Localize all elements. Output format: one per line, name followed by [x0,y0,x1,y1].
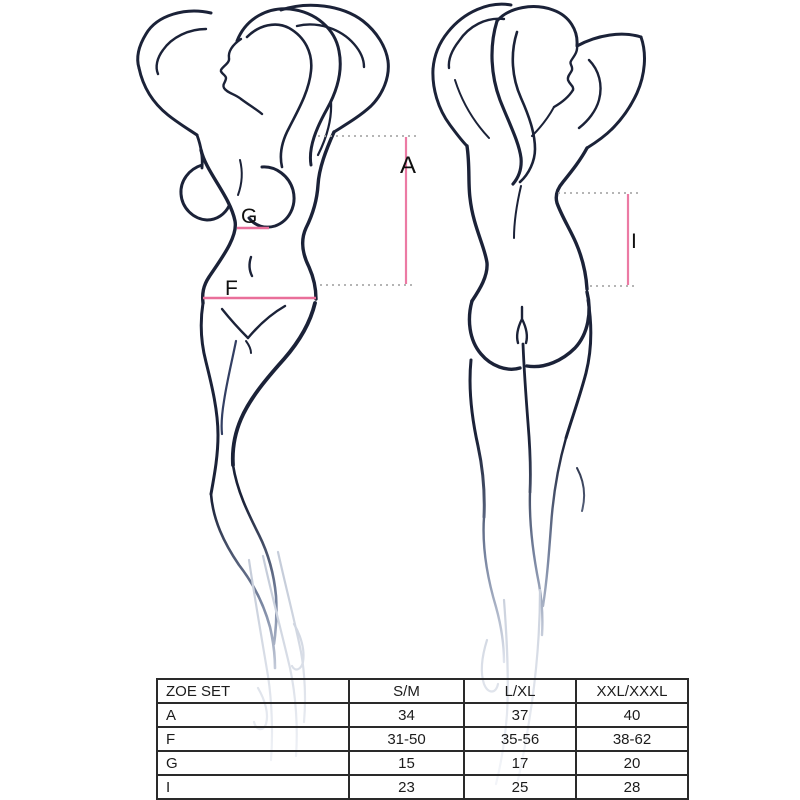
back-leg-left-upper [470,360,484,517]
front-navel [250,257,252,276]
back-jaw [554,90,573,107]
front-hair-inner [247,25,311,167]
back-head-outline [497,7,577,45]
row-label-i: I [157,775,349,799]
front-body-right [303,132,334,299]
value-f-sm: 31-50 [349,727,464,751]
value-a-xxl: 40 [576,703,688,727]
back-left-arm-lower [433,69,467,146]
row-label-g: G [157,751,349,775]
back-ponytail-inner [513,32,535,182]
back-buttock-crease [517,307,527,343]
value-i-lxl: 25 [464,775,576,799]
back-body-left [467,146,487,301]
row-label-f: F [157,727,349,751]
back-buttock-left [469,301,520,369]
marker-label-g: G [241,205,258,228]
value-f-xxl: 38-62 [576,727,688,751]
value-f-lxl: 35-56 [464,727,576,751]
front-crotch-right [248,306,285,338]
back-buttock-right [527,292,589,367]
marker-label-f: F [225,277,238,300]
back-left-arm-outer [433,4,511,69]
back-body-right [556,148,587,289]
front-crotch-tick [246,341,251,353]
value-g-sm: 15 [349,751,464,775]
female-figure-front [138,5,389,760]
size-table-header-row [157,679,688,703]
back-spine-hint [514,186,521,238]
back-leg-right-lower [543,438,566,606]
back-calf-detail [577,468,584,511]
row-label-a: A [157,703,349,727]
table-row-measure-a [157,703,688,727]
marker-label-a: A [400,152,417,179]
table-header-product: ZOE SET [157,679,349,703]
table-header-size-sm: S/M [349,679,464,703]
back-right-shoulder [587,129,612,148]
marker-label-i: I [631,230,637,253]
table-row-measure-i [157,775,688,799]
value-i-sm: 23 [349,775,464,799]
front-shin-left [211,494,275,668]
value-g-xxl: 20 [576,751,688,775]
front-inner-thigh [222,341,236,434]
value-g-lxl: 17 [464,751,576,775]
measurement-markers [203,136,638,300]
front-left-arm-lower [139,68,197,135]
front-shin-right [233,465,276,644]
table-row-measure-f [157,727,688,751]
front-left-arm-inner [157,29,206,74]
back-right-elbow [612,37,644,129]
front-face-profile [221,39,241,99]
value-a-lxl: 37 [464,703,576,727]
value-a-sm: 34 [349,703,464,727]
front-thigh-right [233,303,315,465]
front-crotch-left [222,309,248,338]
table-header-size-lxl: L/XL [464,679,576,703]
front-sternum [238,160,242,195]
back-left-armpit [455,80,489,138]
back-ponytail-outer [492,21,521,184]
table-header-size-xxl: XXL/XXXL [576,679,688,703]
female-figure-back [433,4,645,784]
value-i-xxl: 28 [576,775,688,799]
back-right-arm-inner [579,60,601,128]
front-thigh-left [201,303,218,494]
size-table [156,678,689,800]
back-face-profile [568,45,577,90]
back-right-forearm [577,34,641,46]
table-row-measure-g [157,751,688,775]
front-right-arm-lower [334,61,388,132]
front-jaw-neck [241,99,262,114]
back-neck-hair [532,107,554,136]
